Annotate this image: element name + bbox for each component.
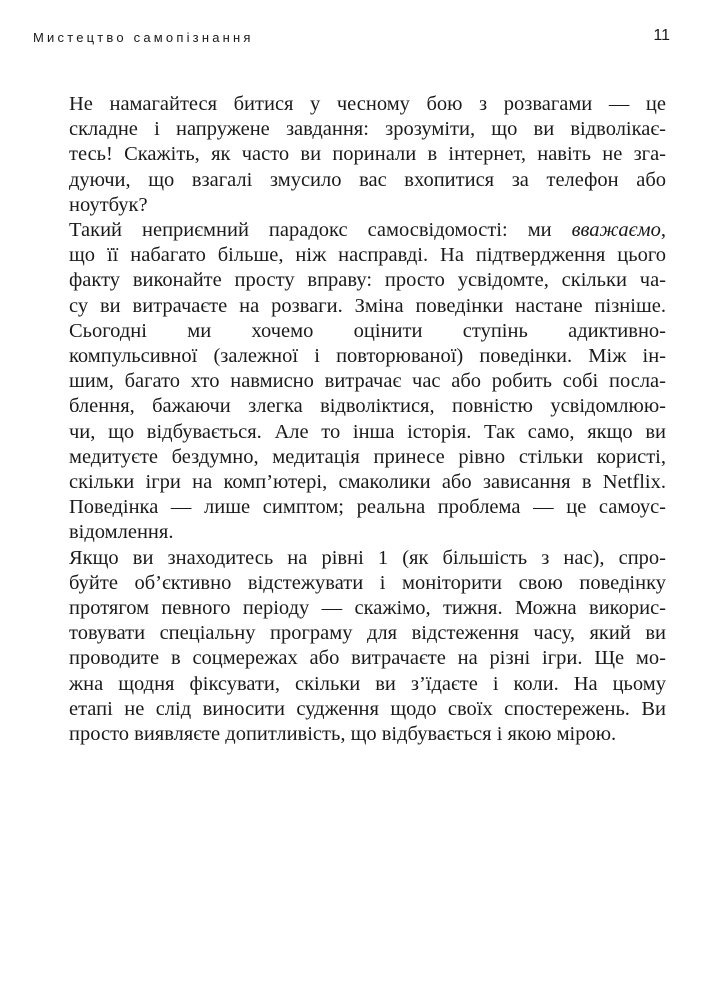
text-line: скільки ігри на комп’ютері, смаколики або зависання в Netflix. [69,471,666,494]
text-line: Сьогодні ми хочемо оцінити ступінь адиктивно- [69,319,666,342]
text-line: шим, багато хто навмисно витрачає час або робить собі посла- [69,370,666,393]
text-line: медитуєте бездумно, медитація принесе рівно стільки користі, [69,445,666,468]
text-line: жна щодня фіксувати, скільки ви з’їдаєте і коли. На цьому [69,672,666,695]
paragraph-2 [69,218,666,546]
text-line: ноутбук? [69,193,148,216]
text-line: факту виконайте просту вправу: просто усвідомте, скільки ча- [69,269,666,292]
text-line: компульсивної (залежної і повторюваної) поведінки. Між ін- [69,345,666,368]
text-line: проводите в соцмережах або витрачаєте на різні ігри. Ще мо- [69,647,666,670]
body-text [69,92,666,747]
text-line: Якщо ви знаходитесь на рівні 1 (як більшість з нас), спро- [69,546,666,569]
text-line: су ви витрачаєте на розваги. Зміна поведінки настане пізніше. [69,294,666,317]
text-line: тесь! Скажіть, як часто ви поринали в інтернет, навіть не зга- [69,143,666,166]
running-title: Мистецтво самопізнання [33,30,254,45]
text-line: Поведінка — лише симптом; реальна проблема — це самоус- [69,496,666,519]
text-line: товувати спеціальну програму для відстеження часу, який ви [69,622,666,645]
emphasized-word: вважаємо [571,219,661,242]
text-line: просто виявляєте допитливість, що відбувається і якою мірою. [69,723,617,746]
text-line: Не намагайтеся битися у чесному бою з розвагами — це [69,93,666,115]
text-line: відомлення. [69,521,174,544]
text-line: блення, бажаючи злегка відволіктися, повністю усвідомлюю- [69,395,666,418]
text-segment: Такий неприємний парадокс самосвідомості: ми [69,219,552,242]
text-line: чи, що відбувається. Але то інша історія. Так само, якщо ви [69,420,666,443]
text-line: буйте об’єктивно відстежувати і моніторити свою поведінку [69,571,666,594]
text-line: етапі не слід виносити судження щодо своїх спостережень. Ви [69,697,666,720]
page-number: 11 [653,27,670,44]
text-line: дуючи, що взагалі змусило вас вхопитися за телефон або [69,168,666,191]
text-line: протягом певного періоду — скажімо, тижня. Можна викорис- [69,597,666,620]
text-segment: , [660,219,666,242]
text-line: складне і напружене завдання: зрозуміти, що ви відволікає- [69,118,666,141]
paragraph-3 [69,546,666,748]
paragraph-1 [69,92,666,218]
text-line-with-emphasis [69,218,666,243]
text-line: що її набагато більше, ніж насправді. На підтвердження цього [69,244,666,267]
